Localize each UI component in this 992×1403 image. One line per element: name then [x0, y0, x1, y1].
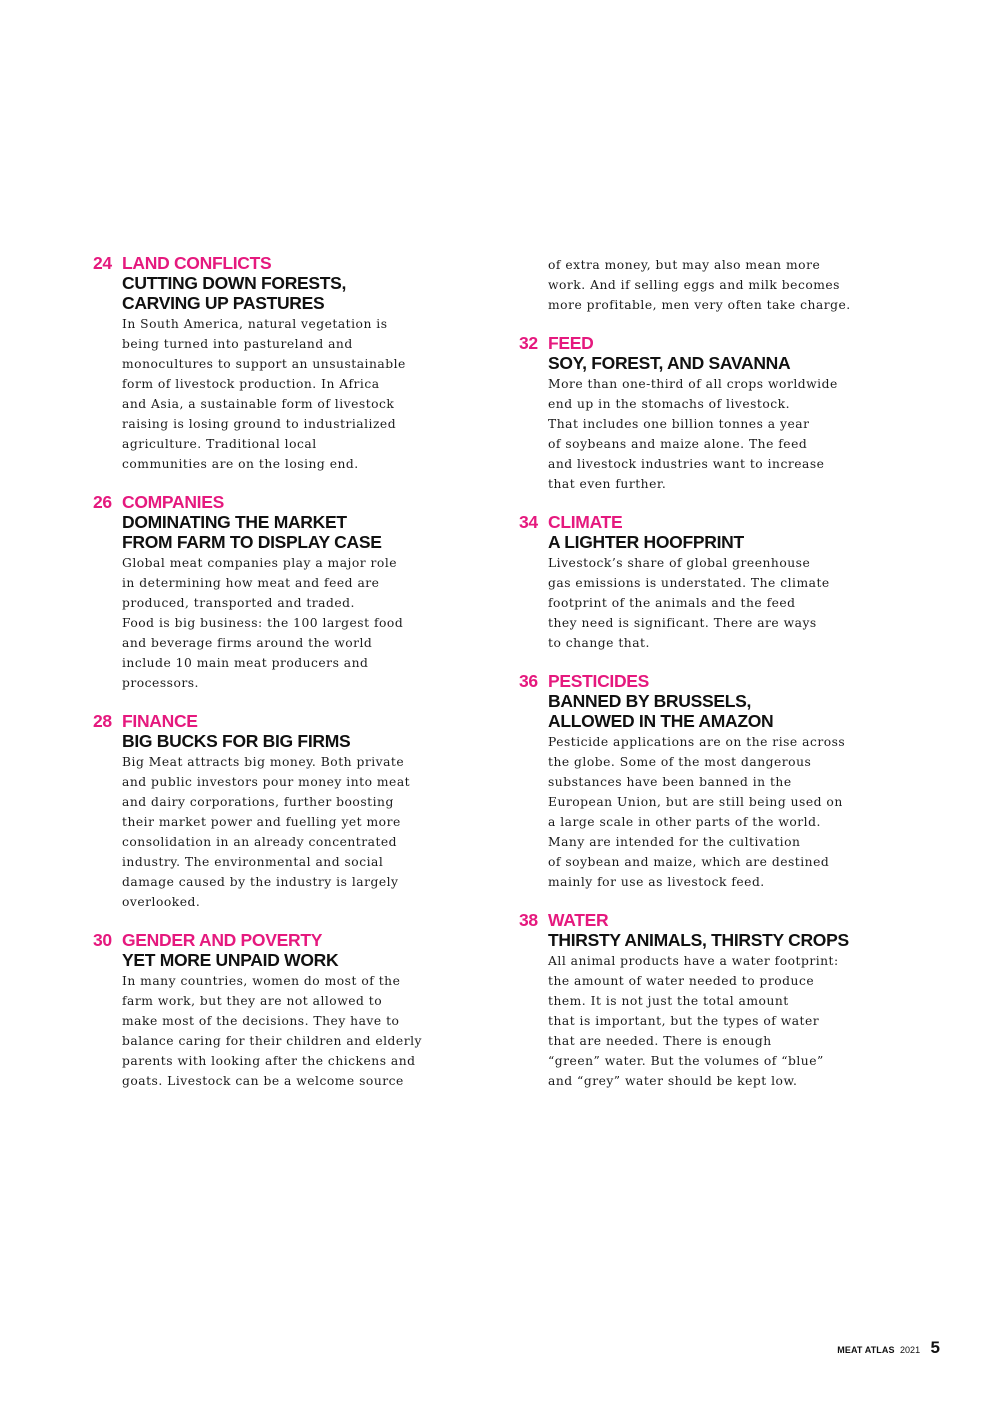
title-line: A LIGHTER HOOFPRINT: [548, 532, 744, 552]
summary-line: “green” water. But the volumes of “blue”: [548, 1054, 824, 1068]
toc-entry-gender-and-poverty[interactable]: [93, 930, 493, 1091]
summary-line: them. It is not just the total amount: [548, 994, 789, 1008]
summary-line: In many countries, women do most of the: [122, 974, 401, 988]
summary-line: substances have been banned in the: [548, 775, 792, 789]
summary-line: they need is significant. There are ways: [548, 616, 817, 630]
summary-line: being turned into pastureland and: [122, 337, 353, 351]
summary-line: communities are on the losing end.: [122, 457, 359, 471]
summary-line: agriculture. Traditional local: [122, 437, 317, 451]
title-line: ALLOWED IN THE AMAZON: [548, 711, 774, 731]
summary-line: that is important, but the types of water: [548, 1014, 820, 1028]
category-label: FINANCE: [122, 711, 198, 731]
page-number: 34: [519, 512, 538, 532]
category-label: COMPANIES: [122, 492, 224, 512]
category-label: WATER: [548, 910, 609, 930]
summary-line: and dairy corporations, further boosting: [122, 795, 394, 809]
toc-entry-water[interactable]: [519, 910, 919, 1091]
chapter-summary: [122, 971, 493, 1091]
page-number: 30: [93, 930, 112, 950]
toc-entry-finance[interactable]: [93, 711, 493, 912]
page-number: 26: [93, 492, 112, 512]
summary-line: industry. The environmental and social: [122, 855, 384, 869]
summary-line: end up in the stomachs of livestock.: [548, 397, 791, 411]
chapter-summary: [122, 314, 493, 474]
title-line: YET MORE UNPAID WORK: [122, 950, 339, 970]
chapter-title: [122, 731, 493, 751]
publication-year: 2021: [900, 1345, 921, 1355]
summary-line: That includes one billion tonnes a year: [548, 417, 810, 431]
summary-line: more profitable, men very often take charge.: [548, 298, 851, 312]
summary-line: overlooked.: [122, 895, 201, 909]
title-line: CARVING UP PASTURES: [122, 293, 325, 313]
chapter-summary-continuation: [519, 255, 919, 315]
summary-line: include 10 main meat producers and: [122, 656, 369, 670]
chapter-title: [122, 950, 493, 970]
page-number: 38: [519, 910, 538, 930]
category-label: CLIMATE: [548, 512, 623, 532]
toc-entry-feed[interactable]: [519, 333, 919, 494]
chapter-summary: [548, 553, 919, 653]
summary-line: raising is losing ground to industrialized: [122, 417, 397, 431]
category-label: LAND CONFLICTS: [122, 253, 272, 273]
summary-line: a large scale in other parts of the world.: [548, 815, 821, 829]
publication-name: MEAT ATLAS: [837, 1345, 895, 1355]
summary-line: Global meat companies play a major role: [122, 556, 398, 570]
summary-line: More than one-third of all crops worldwide: [548, 377, 838, 391]
page-number: 28: [93, 711, 112, 731]
chapter-summary: [548, 374, 919, 494]
summary-line: All animal products have a water footprint:: [548, 954, 839, 968]
title-line: CUTTING DOWN FORESTS,: [122, 273, 347, 293]
chapter-summary: [548, 951, 919, 1091]
summary-line: monocultures to support an unsustainable: [122, 357, 406, 371]
summary-line: and livestock industries want to increase: [548, 457, 825, 471]
page-number: 24: [93, 253, 112, 273]
summary-line: in determining how meat and feed are: [122, 576, 380, 590]
summary-line: Big Meat attracts big money. Both private: [122, 755, 405, 769]
page-footer: [837, 1338, 940, 1358]
summary-line: gas emissions is understated. The climate: [548, 576, 830, 590]
category-label: PESTICIDES: [548, 671, 650, 691]
summary-line: that are needed. There is enough: [548, 1034, 772, 1048]
summary-line: parents with looking after the chickens and: [122, 1054, 416, 1068]
chapter-summary: [122, 752, 493, 912]
folio-page-number: 5: [930, 1338, 940, 1357]
summary-line: that even further.: [548, 477, 667, 491]
category-label: FEED: [548, 333, 594, 353]
summary-line: Food is big business: the 100 largest food: [122, 616, 404, 630]
chapter-summary: [122, 553, 493, 693]
chapter-title: [548, 532, 919, 552]
summary-line: Pesticide applications are on the rise across: [548, 735, 846, 749]
summary-line: and Asia, a sustainable form of livestock: [122, 397, 395, 411]
chapter-title: [122, 512, 493, 552]
summary-line: of soybeans and maize alone. The feed: [548, 437, 808, 451]
title-line: DOMINATING THE MARKET: [122, 512, 347, 532]
chapter-title: [122, 273, 493, 313]
summary-line: European Union, but are still being used on: [548, 795, 843, 809]
summary-line: consolidation in an already concentrated: [122, 835, 398, 849]
toc-entry-companies[interactable]: [93, 492, 493, 693]
chapter-summary: [548, 732, 919, 892]
summary-line: produced, transported and traded.: [122, 596, 355, 610]
summary-line: their market power and fuelling yet more: [122, 815, 401, 829]
summary-line: and “grey” water should be kept low.: [548, 1074, 798, 1088]
left-column: [93, 253, 493, 1109]
summary-line: the globe. Some of the most dangerous: [548, 755, 812, 769]
chapter-title: [548, 691, 919, 731]
summary-line: and public investors pour money into meat: [122, 775, 411, 789]
summary-line: make most of the decisions. They have to: [122, 1014, 400, 1028]
summary-line: work. And if selling eggs and milk becomes: [548, 278, 840, 292]
chapter-title: [548, 930, 919, 950]
category-label: GENDER AND POVERTY: [122, 930, 323, 950]
summary-line: balance caring for their children and elderly: [122, 1034, 422, 1048]
title-line: BIG BUCKS FOR BIG FIRMS: [122, 731, 351, 751]
summary-line: the amount of water needed to produce: [548, 974, 815, 988]
summary-line: mainly for use as livestock feed.: [548, 875, 765, 889]
title-line: BANNED BY BRUSSELS,: [548, 691, 752, 711]
summary-line: to change that.: [548, 636, 650, 650]
right-column: [519, 255, 919, 1109]
title-line: SOY, FOREST, AND SAVANNA: [548, 353, 791, 373]
title-line: FROM FARM TO DISPLAY CASE: [122, 532, 382, 552]
chapter-title: [548, 353, 919, 373]
summary-line: processors.: [122, 676, 199, 690]
summary-line: goats. Livestock can be a welcome source: [122, 1074, 404, 1088]
summary-line: In South America, natural vegetation is: [122, 317, 388, 331]
toc-entry-climate[interactable]: [519, 512, 919, 653]
summary-line: Livestock’s share of global greenhouse: [548, 556, 811, 570]
page-number: 32: [519, 333, 538, 353]
summary-line: damage caused by the industry is largely: [122, 875, 399, 889]
toc-entry-land-conflicts[interactable]: [93, 253, 493, 474]
summary-line: Many are intended for the cultivation: [548, 835, 801, 849]
toc-entry-pesticides[interactable]: [519, 671, 919, 892]
summary-line: farm work, but they are not allowed to: [122, 994, 383, 1008]
title-line: THIRSTY ANIMALS, THIRSTY CROPS: [548, 930, 849, 950]
summary-line: and beverage firms around the world: [122, 636, 373, 650]
summary-line: footprint of the animals and the feed: [548, 596, 796, 610]
summary-line: of soybean and maize, which are destined: [548, 855, 830, 869]
summary-line: form of livestock production. In Africa: [122, 377, 380, 391]
page-number: 36: [519, 671, 538, 691]
summary-line: of extra money, but may also mean more: [548, 258, 821, 272]
